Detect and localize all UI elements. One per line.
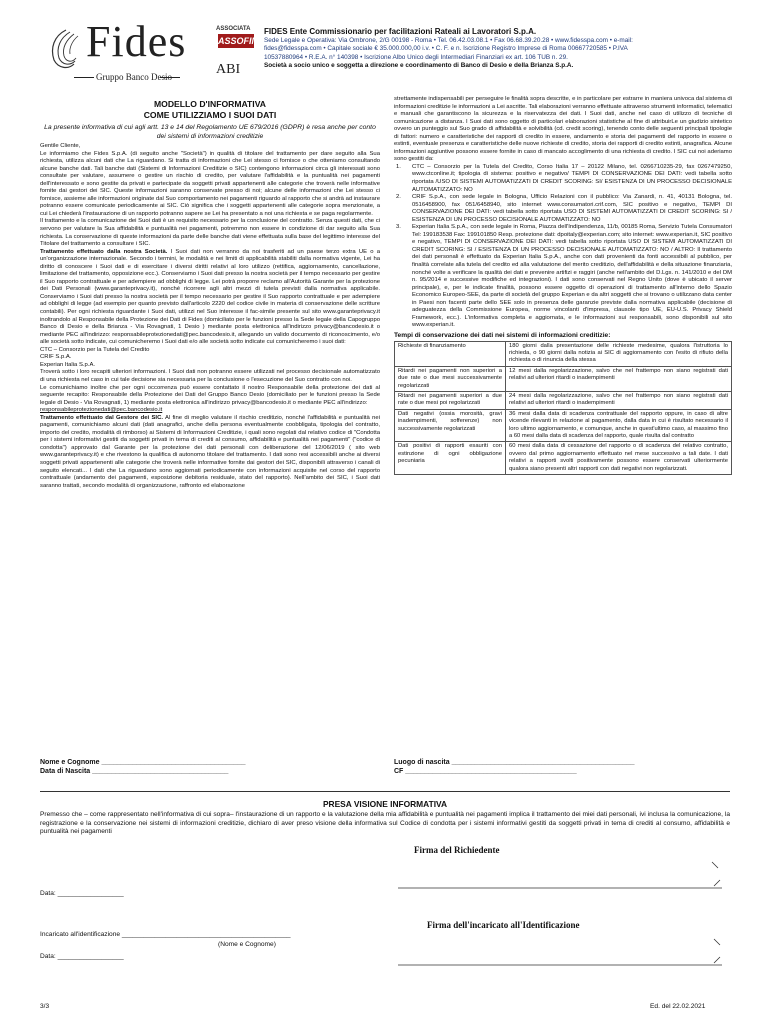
date-label: Data: xyxy=(40,890,56,897)
title-line-1: MODELLO D'INFORMATIVA xyxy=(154,99,266,109)
requirement-paragraph: Il trattamento e la comunicazione dei Suoi dati è un requisito necessario per la conclusione del contratto. Senza questi dati, che ci servono per valutare la Sua affidabilità e puntualità nei pagamenti, potremmo non essere in condizione di dar seguito alla Sua richiesta. La conservazione di queste informazioni da parte delle banche dati viene effettuata sulla base del legittimo interesse del Titolare del trattamento a consultare i SIC. xyxy=(40,218,380,248)
officer-caption: (Nome e Cognome) xyxy=(218,941,276,948)
retention-category: Richieste di finanziamento xyxy=(395,341,506,366)
section-divider xyxy=(40,791,730,792)
greeting: Gentile Cliente, xyxy=(40,143,81,149)
sic-manager-text: Experian Italia S.p.A., con sede legale in Roma, Piazza dell'Indipendenza, 11/b, 00185 Roma, Servizio Tutela Consumatori Tel: 199183538 Fax: 199101850 Resp. protezione dati: dpoitaly@experian.com; sito internet: www.experian.it, SIC positivo e negativo, TEMPI DI CONSERVAZIONE DEI DATI: vedi tabella sotto riportata USO DI SISTEMI AUTOMATIZZATI DI CREDIT SCORING: SI / ESISTENZA DI UN PROCESSO DECISIONALE AUTOMATIZZATO: NO / ALTRO: Il trattamento dei dati personali è effettuato da Experian Italia S.p.A., anche con dati provenienti da fonti accessibili al pubblico, per finalità correlate alla tutela del credito ed alla valutazione del merito creditizio, dell'affidabilità e della situazione finanziaria, nonché volte a verificare la qualità dei dati e prevenire artifizi e raggiri (anche nell'ambito del D.Lgs. n. 141/2010 e del DM n. 95/2014 e successive modifiche ed integrazioni). I dati sono conservati nel Regno Unito (dove è ubicato il server principale), e, per le indicate finalità, possono essere oggetto di operazioni di trattamento all'interno dello Spazio Economico Europeo-SEE, da parte di società del gruppo Experian e da altri soggetti che si trovano o utilizzano data center in Paesi non facenti parte dello SEE solo in presenza delle garanzie previste dalla normativa applicabile (decisione di adeguatezza della Commissione Europea, norme vincolanti d'impresa, clausole tipo UE, EU-U.S. Privacy Shield Framework, ecc.). L'informativa completa e aggiornata, e le informazioni sui responsabili, sono disponibili sul sito www.experian.it. xyxy=(412,224,732,329)
logo-rule-right xyxy=(160,77,180,78)
company-line-1: Sede Legale e Operativa: Via Ombrone, 2/G 00198 - Roma • Tel. 06.42.03.08.1 • Fax 06.68.39.20.28 • www.fidesspa.com • e-mail: xyxy=(264,37,633,44)
officer-date-field[interactable] xyxy=(40,953,124,960)
contacts-paragraph: Troverà sotto i loro recapiti ulteriori informazioni. I Suoi dati non potranno essere utilizzati nel processo decisionale automatizzato di una richiesta nel caso in cui tale decisione sia necessaria per la conclusione o l'esecuzione del Suo contratto con noi. xyxy=(40,369,380,383)
left-column xyxy=(40,96,380,490)
retention-category: Ritardi nei pagamenti superiori a due rate o due mesi poi regolarizzati xyxy=(395,391,506,409)
sic-processing-text: Al fine di meglio valutare il rischio creditizio, nonché l'affidabilità e puntualità nei pagamenti, comunichiamo alcuni dati (dati anagrafici, anche della persona eventualmente coobbligata, tipologia del contratto, importo del credito, modalità di rimborso) ai Sistemi di Informazioni Creditizie, i quali sono regolati dal relativo codice di "Condotta per i sistemi informativi gestiti da soggetti privati in tema di crediti al consumo, affidabilità e puntualità nei pagamenti" ("codice di condotta") approvato dal Garante per la protezione dei dati personali con deliberazione del 12/06/2019 ( sito web www.garanteprivacy.it) e che rivestono la qualifica di autonomo titolare del trattamento. I dati sono resi accessibili anche ai diversi soggetti privati appartenenti alle categorie che troverà nelle informative fornite dai gestori dei SIC, disponibili attraverso i canali di seguito elencati... I dati che La riguardano sono aggiornati periodicamente con informazioni acquisite nel corso del rapporto contrattuale (andamento dei pagamenti, esposizione debitoria residuale, stato del rapporto). Nell'ambito dei SIC, i Suoi dati saranno trattati, secondo modalità di organizzazione, raffronto ed elaborazione xyxy=(40,414,380,489)
retention-period: 36 mesi dalla data di scadenza contrattuale del rapporto oppure, in caso di altre vicende rilevanti in relazione al pagamento, dalla data in cui è risultato necessario il loro ultimo aggiornamento, e comunque, anche in quest'ultimo caso, al massimo fino a 60 mesi dalla data di scadenza del rapporto, quale risulta dal contratto xyxy=(506,409,732,442)
page-number: 3/3 xyxy=(40,1003,50,1010)
officer-line: ______________________________________________ xyxy=(121,931,291,938)
birthplace-line: _______________________________________________ xyxy=(451,759,635,766)
officer-field[interactable] xyxy=(40,931,291,938)
company-info xyxy=(264,27,734,71)
edition-date: Ed. del 22.02.2021 xyxy=(650,1003,706,1010)
presa-visione-text: Premesso che – come rappresentato nell'informativa di cui sopra– l'instaurazione di un rapporto e la valutazione della mia affidabilità e puntualità nei pagamenti implica il trattamento dei miei dati personali, ivi inclusa la comunicazione, la registrazione e la conservazione nei sistemi di informazioni creditizie, dichiaro di aver preso visione della informativa sul Codice di condotta per i sistemi informativi gestiti da soggetti privati in tema di crediti al consumo, affidabilità e puntualità nei pagamenti xyxy=(40,811,730,836)
retention-period: 24 mesi dalla regolarizzazione, salvo che nel frattempo non siano registrati dati relativi ad ulteriori ritardi o inadempimenti xyxy=(506,391,732,409)
company-line-3: 10537880964 • R.E.A. n° 140398 • Iscrizione Albo Unico degli Intermediari Finanziari ex art. 106 TUB n. 29. xyxy=(264,53,568,61)
title-line-2: COME UTILIZZIAMO I SUOI DATI xyxy=(143,110,277,120)
presa-visione-title: PRESA VISIONE INFORMATIVA xyxy=(322,799,448,809)
document-header xyxy=(0,0,770,92)
company-processing-paragraph xyxy=(40,249,380,347)
sic-manager-text: CRIF S.p.A., con sede legale in Bologna, Ufficio Relazioni con il pubblico: Via Zanardi, n. 41, 40131 Bologna, tel. 0516458900, fax 051/6458940, sito internet www.consumatori.crif.com, SIC positivo e negativo, TEMPI DI CONSERVAZIONE DEI DATI: vedi tabella sotto riportata USO DI SISTEMI AUTOMATIZZATI DI CREDIT SCORING: SI / ESISTENZA DI UN PROCESSO DECISIONALE AUTOMATIZZATO: NO xyxy=(412,194,732,223)
table-row xyxy=(395,366,732,391)
date2-line: __________________ xyxy=(57,953,124,960)
table-row xyxy=(395,391,732,409)
applicant-date-field[interactable] xyxy=(40,890,124,897)
name-line: _____________________________________ xyxy=(101,759,246,766)
logo-wordmark: Fides xyxy=(86,17,187,66)
retention-heading: Tempi di conservazione dei dati nei sistemi di informazioni creditizie: xyxy=(394,331,611,339)
officer-label: Incaricato all'identificazione xyxy=(40,931,121,938)
fides-logo xyxy=(40,17,187,82)
sic-managers-list xyxy=(394,164,732,330)
sic-manager-text: CTC – Consorzio per la Tutela del Credito, Corso Italia 17 – 20122 Milano, tel. 0266710235-29, fax 0267479250, www.ctconline.it; tipologia di sistema: positivo e negativo/ TEMPI DI CONSERVAZIONE DEI DATI: vedi tabella sotto riportata /USO DI SISTEMI AUTOMATIZZATI DI CREDIT SCORING: SI/ ESISTENZA DI UN PROCESSO DECISIONALE AUTOMATIZZATO: NO xyxy=(412,163,732,193)
dpo-paragraph xyxy=(40,385,380,415)
dpo-pec-link[interactable]: responsabileprotezionedati@pec.bancodesio.it xyxy=(40,407,163,414)
birthdate-line: ___________________________________ xyxy=(92,768,229,775)
retention-category: Ritardi nei pagamenti non superiori a due rate o due mesi successivamente regolarizzati xyxy=(395,366,506,391)
applicant-signature-box[interactable] xyxy=(396,858,726,894)
abi-logo: ABI xyxy=(216,62,241,77)
table-row xyxy=(395,341,732,366)
date2-label: Data: xyxy=(40,953,56,960)
sic-list-item-experian: Experian Italia S.p.A. xyxy=(40,361,96,368)
sic-manager-item xyxy=(394,164,732,194)
retention-period: 12 mesi dalla regolarizzazione, salvo che nel frattempo non siano registrati dati relativi ad ulteriori ritardi o inadempimenti xyxy=(506,366,732,391)
company-processing-heading: Trattamento effettuato dalla nostra Società. xyxy=(40,248,168,255)
personal-fields-left xyxy=(40,758,246,776)
officer-signature-box[interactable] xyxy=(396,933,726,971)
retention-table xyxy=(394,341,732,476)
sic-manager-item xyxy=(394,224,732,330)
document-subtitle: La presente informativa di cui agli artt. 13 e 14 del Regolamento UE 679/2016 (GDPR) è resa anche per conto dei sistemi di informazioni creditizie xyxy=(44,124,376,140)
birthplace-field[interactable] xyxy=(394,758,635,767)
company-line-4: Società a socio unico e soggetta a direzione e coordinamento di Banco di Desio e della Brianza S.p.A. xyxy=(264,62,574,70)
personal-fields-right xyxy=(394,758,635,776)
applicant-signature-label: Firma del Richiedente xyxy=(414,845,500,855)
retention-period: 180 giorni dalla presentazione delle richieste medesime, qualora l'istruttoria lo richieda, o 90 giorni dalla notizia ai SIC di aggiornamento con l'esito di rifiuto della richiesta o di rinuncia della stessa xyxy=(506,341,732,366)
sic-manager-number: 3. xyxy=(396,224,401,231)
document-title xyxy=(40,99,380,121)
cf-line: ____________________________________________ xyxy=(405,768,577,775)
sic-processing-heading: Trattamento effettuato dal Gestore dei SIC. xyxy=(40,414,163,421)
sic-manager-item xyxy=(394,194,732,224)
date-line: __________________ xyxy=(57,890,124,897)
table-row xyxy=(395,442,732,475)
sic-processing-paragraph xyxy=(40,415,380,490)
logo-rule-left xyxy=(74,77,94,78)
retention-category: Dati positivi di rapporti esauriti con estinzione di ogni obbligazione pecuniaria xyxy=(395,442,506,475)
sic-manager-number: 1. xyxy=(396,163,401,170)
cf-field[interactable] xyxy=(394,767,635,776)
company-name: FIDES Ente Commissionario per facilitazioni Rateali ai Lavoratori S.p.A. xyxy=(264,27,537,36)
sic-list-item-ctc: CTC – Consorzio per la Tutela del Credito xyxy=(40,346,150,353)
birthplace-label: Luogo di nascita xyxy=(394,759,450,766)
logo-subtitle: Gruppo Banco Desio xyxy=(96,72,172,82)
fides-emblem-icon xyxy=(44,26,88,72)
intro-paragraph: Le informiamo che Fides S.p.A. (di seguito anche "Società") in qualità di titolare del trattamento per dare seguito alla Sua richiesta, utilizza alcuni dati che La riguardano. Si tratta di informazioni che Lei stesso ci fornisce o che otteniamo consultando alcune banche dati. Tali banche dati (Sistemi di Informazioni Creditizie o SIC) contengono informazioni circa gli interessati sono consultate per valutare, assumere o gestire un rischio di credito, per valutare l'affidabilità e la puntualità nei pagamenti dell'interessato e sono gestite da privati e partecipate da soggetti privati appartenenti alle categorie che troverà nelle informative fornite dai gestori dei SIC. Queste informazioni saranno conservate presso di noi; alcune delle informazioni che Lei stesso ci fornisce, assieme alle informazioni originate dal Suo comportamento nei pagamenti riguardo al rapporto che si andrà ad instaurare potranno essere comunicate periodicamente ai SIC. Ciò significa che i soggetti appartenenti alle categorie sopra menzionate, a cui Lei chiederà l'instaurazione di un rapporto potranno sapere se Lei ha presentato a noi una richiesta e se paga regolarmente. xyxy=(40,150,380,217)
company-processing-text: I Suoi dati non verranno da noi trasferiti ad un paese terzo extra UE o a un'organizzazione internazionale. Secondo i termini, le modalità e nei limiti di applicabilità stabiliti dalla normativa vigente, Lei ha diritto di conoscere i Suoi dati e di esercitare i diversi diritti relativi al loro utilizzo (rettifica, aggiornamento, cancellazione, limitazione del trattamento, opposizione ecc.). Conserviamo i Suoi dati presso la nostra società per il tempo necessario per gestire il Suo rapporto contrattuale e per adempiere ad obblighi di legge. Lei potrà proporre reclamo all'Autorità Garante per la protezione dei Dati Personali (www.garanteprivacy.it), nonché ricorrere agli altri mezzi di tutela previsti dalla normativa applicabile. Conserviamo i Suoi dati presso la nostra società per il tempo necessario per gestire il Suo rapporto contrattuale e per adempiere ad obblighi di legge (ad esempio per quanto previsto dall'articolo 2220 del codice civile in materia di conservazione delle scritture contabili). Per ogni richiesta riguardante i Suoi dati, utilizzi nel Suo interesse il fac-simile presente sul sito www.garanteprivacy.it inoltrandolo al Responsabile della Protezione dei Dati di Fides (domiciliato per le funzioni presso la Sede legale della Capogruppo Banco di Desio e della Brianza - Via Rovagnati, 1 Desio ) mediante posta elettronica all'indirizzo privacy@bancodesio.it o mediante PEC all'indirizzo: responsabileprotezionedati@pec.bancodesio.it, allegando un valido documento di riconoscimento, e/o alle società sotto indicate, cui comunicheremo i Suoi dati e/o alle società sotto indicate cui comunicheremo i suoi dati: xyxy=(40,248,380,346)
dpo-text: Le comunichiamo inoltre che per ogni occorrenza può essere contattato il nostro Responsabile della protezione dei dati al seguente recapito: Responsabile della Protezione dei Dati del Gruppo Banco Desio (domiciliato per le funzioni presso la Sede legale di Desio - Via Rovagnati, 1) mediante posta elettronica all'indirizzo privacy@bancodesio.it o mediante PEC all'indirizzo: xyxy=(40,384,380,406)
name-field[interactable] xyxy=(40,758,246,767)
assofin-label: ASSOFIN xyxy=(218,36,259,46)
table-row xyxy=(395,409,732,442)
elaboration-paragraph: strettamente indispensabili per perseguire le finalità sopra descritte, e in particolare per estrarre in maniera univoca dal sistema di informazioni creditizie le informazioni a Lei ascritte. Tali elaborazioni verranno effettuate attraverso strumenti informatici, telematici e manuali che garantiscono la sicurezza e la riservatezza dei dati. I Suoi dati, anche nel caso di utilizzo di tecniche di comunicazione a distanza. I Suoi dati sono oggetto di particolari elaborazioni statistiche al fine di attribuirLe un giudizio sintetico ovvero un punteggio sul Suo grado di affidabilità e solvibilità (cd. credit scoring), tenendo conto delle seguenti principali tipologie di fattori: numero e caratteristiche dei rapporti di credito in essere, andamento e storia dei pagamenti del rapporto in essere o estinti, eventuale presenza e caratteristiche delle nuove richieste di credito, storia dei rapporti di credito estinti, anagrafica. Alcune informazioni aggiuntive possono essere fornite in caso di mancato accoglimento di una richiesta di credito. I SIC cui noi aderiamo sono gestiti da: xyxy=(394,96,732,163)
company-line-2: fides@fidesspa.com • Capitale sociale € 35.000.000,00 i.v. • C. F. e n. Iscrizione Registro Imprese di Roma 00667720585 • P.IVA xyxy=(264,45,628,53)
birthdate-field[interactable] xyxy=(40,767,246,776)
birthdate-label: Data di Nascita xyxy=(40,768,91,775)
name-label: Nome e Cognome xyxy=(40,759,100,766)
right-column xyxy=(394,96,732,475)
assofin-logo xyxy=(216,26,259,56)
sic-list-item-crif: CRIF S.p.A. xyxy=(40,354,72,361)
officer-signature-label: Firma dell'incaricato all'Identificazione xyxy=(427,920,580,930)
assofin-top-label: ASSOCIATA xyxy=(216,26,251,32)
retention-period: 60 mesi dalla data di cessazione del rapporto o di scadenza del relativo contratto, ovvero dal primo aggiornamento effettuato nel mese successivo a tali date. I dati relativi a rapporti svolti positivamente possono essere conservati ulteriormente qualora siano presenti altri rapporti con dati negativi non regolarizzati. xyxy=(506,442,732,475)
sic-manager-number: 2. xyxy=(396,194,401,201)
cf-label: CF xyxy=(394,768,404,775)
retention-category: Dati negativi (ossia morosità, gravi inadempimenti, sofferenze) non successivamente regolarizzati xyxy=(395,409,506,442)
